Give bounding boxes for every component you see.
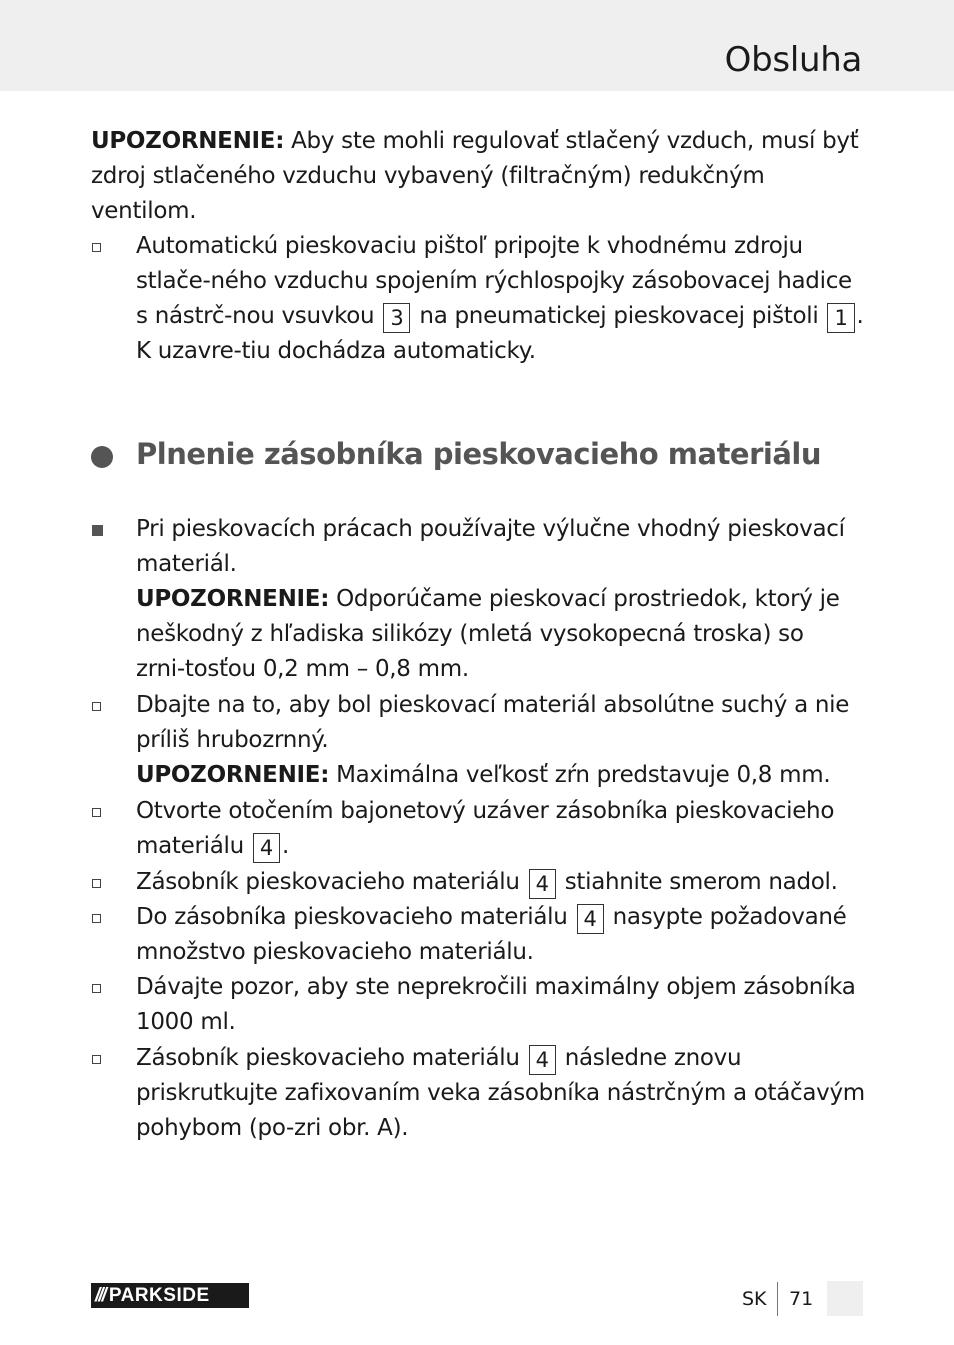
header-band: [0, 0, 954, 91]
section-dot-icon: [91, 446, 113, 468]
footer-divider: [777, 1282, 778, 1316]
item-text: na pneumatickej pieskovacej pištoli: [412, 303, 826, 329]
section-heading: [91, 437, 891, 477]
ref-number-box: 4: [529, 1045, 556, 1075]
item-text: následne znovu priskrutkujte zafixovaním veka zásobníka nástrčným a otáčavým pohybom (po-zri obr. A).: [136, 1045, 865, 1141]
note-text: Odporúčame pieskovací prostriedok, ktorý je neškodný z hľadiska silikózy (mletá vysokopecná troska) so zrni-tosťou 0,2 mm – 0,8 mm.: [136, 586, 840, 682]
item-text: nasypte požadované množstvo pieskovacieho materiálu.: [136, 904, 847, 965]
list-item-pull: [91, 865, 866, 900]
note-text: Aby ste mohli regulovať stlačený vzduch, musí byť zdroj stlačeného vzduchu vybavený (filtračným) redukčným ventilom.: [91, 128, 859, 224]
checkbox-bullet-icon: [91, 794, 136, 829]
footer-language: SK: [742, 1288, 767, 1310]
item-text: .: [281, 833, 289, 859]
checkbox-bullet-icon: [91, 865, 136, 900]
checkbox-bullet-icon: [91, 900, 136, 935]
intro-note: [91, 124, 866, 229]
item-text: Automatickú pieskovaciu pištoľ pripojte k vhodnému zdroju stlače-ného vzduchu spojením rýchlospojky zásobovacej hadice s nástrč-nou vsuvkou: [136, 233, 852, 329]
square-bullet-icon: [91, 512, 136, 547]
checkbox-bullet-icon: [91, 229, 136, 264]
list-item-connect: [91, 229, 866, 369]
page-title: Obsluha: [724, 40, 862, 80]
list-item-volume: [91, 970, 866, 1040]
ref-number-box: 3: [383, 303, 410, 333]
item-text: Do zásobníka pieskovacieho materiálu: [136, 904, 575, 930]
list-item-open: [91, 794, 866, 864]
ref-number-box: 4: [577, 904, 604, 934]
checkbox-bullet-icon: [91, 688, 136, 723]
item-text: stiahnite smerom nadol.: [557, 869, 838, 895]
list-item-dry: [91, 688, 866, 793]
note-text: Maximálna veľkosť zŕn predstavuje 0,8 mm.: [329, 762, 831, 788]
logo-stripes: ///: [95, 1285, 105, 1306]
item-text: Otvorte otočením bajonetový uzáver zásobníka pieskovacieho materiálu: [136, 798, 835, 859]
item-text: Dbajte na to, aby bol pieskovací materiál absolútne suchý a nie príliš hrubozrnný.: [136, 692, 850, 753]
list-item-fill: [91, 900, 866, 970]
parkside-logo: [91, 1283, 249, 1308]
page-number: 71: [789, 1288, 814, 1310]
item-text: . K uzavre-tiu dochádza automaticky.: [136, 303, 864, 364]
ref-number-box: 1: [827, 303, 854, 333]
item-text: Zásobník pieskovacieho materiálu: [136, 1045, 527, 1071]
section-title: Plnenie zásobníka pieskovacieho materiálu: [136, 437, 822, 471]
note-label: UPOZORNENIE:: [136, 762, 330, 788]
note-label: UPOZORNENIE:: [91, 128, 285, 154]
logo-text: PARKSIDE: [108, 1285, 210, 1306]
item-text: Pri pieskovacích prácach používajte výlučne vhodný pieskovací materiál.: [136, 516, 845, 577]
item-text: Zásobník pieskovacieho materiálu: [136, 869, 527, 895]
checkbox-bullet-icon: [91, 1041, 136, 1076]
list-item-screw: [91, 1041, 866, 1146]
footer-box: [827, 1281, 863, 1316]
ref-number-box: 4: [529, 869, 556, 899]
note-label: UPOZORNENIE:: [136, 586, 330, 612]
ref-number-box: 4: [253, 833, 280, 863]
checkbox-bullet-icon: [91, 970, 136, 1005]
list-item-material: [91, 512, 866, 687]
item-text: Dávajte pozor, aby ste neprekročili maximálny objem zásobníka 1000 ml.: [136, 974, 856, 1035]
